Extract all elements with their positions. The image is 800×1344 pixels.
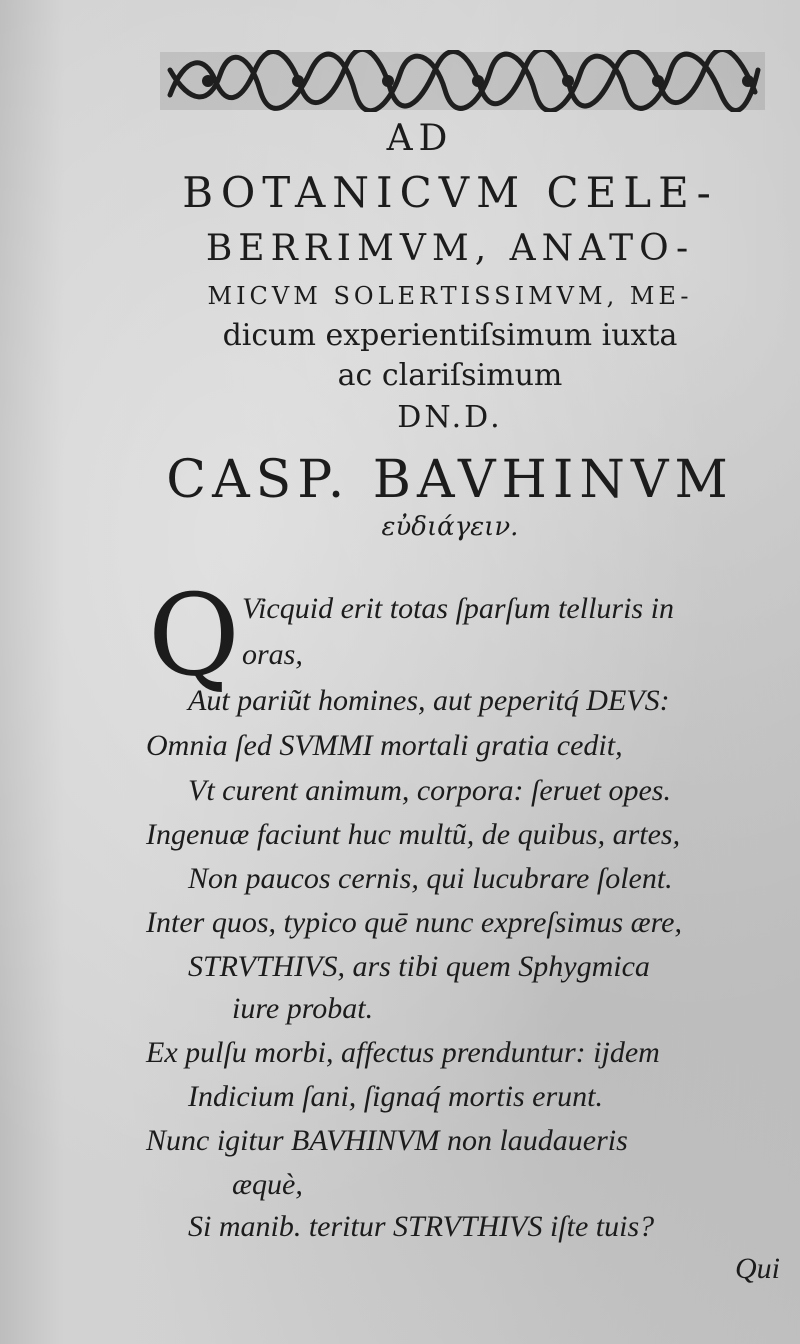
- poem-line: Omnia ſed SVMMI mortali gratia cedit,: [146, 729, 623, 762]
- poem-line: Si manib. teritur STRVTHIVS iſte tuis?: [188, 1210, 655, 1243]
- ornamental-header-band: [160, 50, 765, 112]
- poem-line: STRVTHIVS, ars tibi quem Sphygmica: [188, 950, 650, 983]
- poem-line: Ingenuæ faciunt huc multũ, de quibus, artes,: [146, 818, 681, 851]
- poem-line: Indicium ſani, ſignaq́ mortis erunt.: [188, 1080, 603, 1113]
- drop-cap-initial: Q: [148, 571, 240, 701]
- poem-line: Aut pariũt homines, aut peperitq́ DEVS:: [188, 684, 670, 717]
- poem-line: iure probat.: [232, 992, 374, 1025]
- heading-line-3: MICVM SOLERTISSIMVM, ME-: [207, 282, 693, 310]
- poem-line: Nunc igitur BAVHINVM non laudaueris: [146, 1124, 628, 1157]
- heading-line-5: ac clariſsimum: [337, 358, 563, 393]
- poem-line: Ex pulſu morbi, affectus prenduntur: ijdem: [146, 1036, 660, 1069]
- poem-line: Non paucos cernis, qui lucubrare ſolent.: [188, 862, 673, 895]
- greek-motto: εὐδιάγειν.: [381, 512, 519, 542]
- heading-line-2: BERRIMVM, ANATO-: [205, 228, 695, 269]
- poem-line: Vicquid erit totas ſparſum telluris in: [242, 592, 674, 625]
- heading-dn: DN.D.: [397, 400, 503, 435]
- heading-line-4: dicum experientiſsimum iuxta: [222, 318, 678, 353]
- poem-line: oras,: [242, 638, 303, 671]
- poem-line: æquè,: [232, 1168, 303, 1201]
- poem-line: Vt curent animum, corpora: ſeruet opes.: [188, 774, 671, 807]
- heading-line-1: BOTANICVM CELE-: [182, 168, 718, 217]
- catchword: Qui: [735, 1252, 780, 1285]
- poem-line: Inter quos, typico quē nunc expreſsimus ære,: [146, 906, 683, 939]
- dedicatee-name: CASP. BAVHINVM: [166, 450, 734, 510]
- heading-ad: AD: [386, 118, 454, 159]
